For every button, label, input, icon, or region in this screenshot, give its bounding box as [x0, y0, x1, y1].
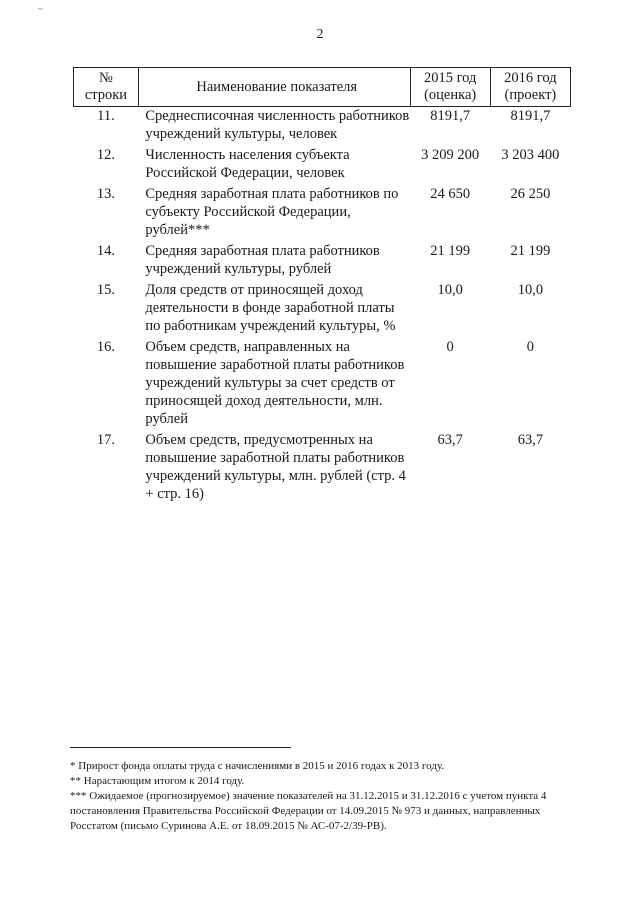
table-row: [74, 143, 571, 182]
indicator-name: Средняя заработная плата работников по субъекту Российской Федерации, рублей***: [145, 186, 399, 238]
footnote: ** Нарастающим итогом к 2014 году.: [70, 775, 245, 787]
value-2015: 10,0: [437, 282, 463, 298]
table-row: [74, 278, 571, 335]
row-number: 13.: [96, 186, 115, 202]
table-header-row: [74, 68, 571, 107]
header-2015-text: 2015 год (оценка): [423, 70, 477, 103]
row-number: 17.: [96, 432, 115, 448]
value-2015: 8191,7: [430, 108, 471, 124]
value-2016: 26 250: [510, 186, 551, 202]
page-number: 2: [316, 27, 324, 42]
value-2015: 0: [446, 339, 454, 355]
indicators-table: [73, 67, 571, 503]
row-number: 14.: [96, 243, 115, 259]
footnote: * Прирост фонда оплаты труда с начислениями в 2015 и 2016 годах к 2013 году.: [70, 760, 445, 772]
header-row-number: [74, 68, 139, 107]
table-body: [74, 107, 571, 504]
value-2015: 3 209 200: [421, 147, 480, 163]
value-2016: 3 203 400: [501, 147, 560, 163]
table-row: [74, 239, 571, 278]
footnotes: [70, 759, 590, 834]
row-number: 15.: [96, 282, 115, 298]
value-2016: 21 199: [510, 243, 551, 259]
corner-mark: ~: [38, 4, 43, 14]
indicator-name: Объем средств, предусмотренных на повышение заработной платы работников учреждений культуры, млн. рублей (стр. 4 + стр. 16): [145, 432, 406, 502]
header-indicator-name: [138, 68, 410, 107]
value-2016: 63,7: [517, 432, 544, 448]
table-row: [74, 335, 571, 428]
footnote-divider: [70, 747, 291, 748]
indicator-name: Доля средств от приносящей доход деятельности в фонде заработной платы по работникам учреждений культуры, %: [145, 282, 396, 334]
row-number: 11.: [97, 108, 115, 124]
value-2016: 8191,7: [510, 108, 551, 124]
table-row: [74, 107, 571, 144]
indicator-name: Численность населения субъекта Российской Федерации, человек: [145, 147, 350, 181]
indicator-name: Среднесписочная численность работников учреждений культуры, человек: [145, 108, 410, 142]
table-row: [74, 182, 571, 239]
value-2016: 0: [526, 339, 535, 355]
row-number: 12.: [96, 147, 115, 163]
value-2015: 21 199: [430, 243, 471, 259]
footnote: *** Ожидаемое (прогнозируемое) значение показателей на 31.12.2015 и 31.12.2016 с учетом пункта 4 постановления Правительства Российской Федерации от 14.09.2015 № 973 и данных, направленных Росстатом (письмо Суринова А.Е. от 18.09.2015 № АС-07-2/39-РВ).: [70, 790, 547, 832]
value-2015: 24 650: [430, 186, 471, 202]
indicator-name: Объем средств, направленных на повышение заработной платы работников учреждений культуры за счет средств от приносящей доход деятельности, млн. рублей: [145, 339, 405, 427]
header-2016-text: 2016 год (проект): [504, 70, 557, 103]
header-2015: [410, 68, 490, 107]
header-indicator-name-text: Наименование показателя: [196, 78, 358, 95]
indicator-name: Средняя заработная плата работников учреждений культуры, рублей: [145, 243, 380, 277]
value-2015: 63,7: [437, 432, 463, 448]
header-2016: [490, 68, 570, 107]
table-row: [74, 428, 571, 503]
row-number: 16.: [96, 339, 115, 355]
value-2016: 10,0: [517, 282, 544, 298]
header-row-number-text: № строки: [84, 70, 128, 103]
